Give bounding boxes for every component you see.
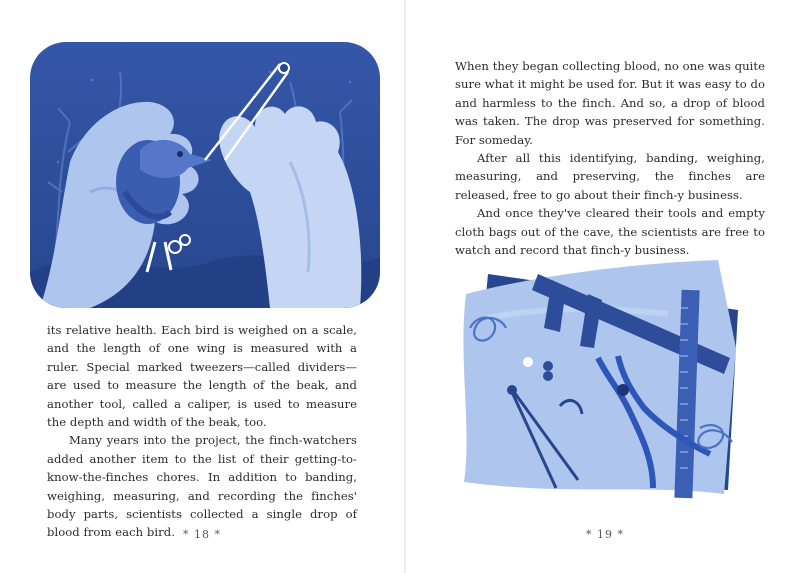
- right-paragraph-2: After all this identifying, banding, weighing, measuring, and preserving, the finches are released, free to go about their finch-y business.: [455, 151, 765, 202]
- left-page-text: [47, 321, 357, 542]
- right-page-text: [455, 57, 765, 259]
- right-paragraph-1: When they began collecting blood, no one was quite sure what it might be used for. But it was easy to do and harmless to the finch. And so, a drop of blood was taken. The drop was preserved for something. For someday.: [455, 59, 765, 147]
- page-number-left: * 18 *: [183, 528, 221, 541]
- tools-illustration: [448, 258, 744, 500]
- right-paragraph-3: And once they've cleared their tools and empty cloth bags out of the cave, the scientists are free to watch and record that finch-y business.: [455, 206, 765, 258]
- left-paragraph-2: Many years into the project, the finch-watchers added another item to the list of their getting-to-know-the-finches chores. In addition to banding, weighing, measuring, and recording the finches' body parts, scientists collected a single drop of blood from each bird.: [47, 433, 357, 540]
- page-gutter: [404, 0, 406, 573]
- finch-hands-illustration: [30, 42, 380, 308]
- page-number-right: * 19 *: [586, 528, 624, 541]
- left-paragraph-1: its relative health. Each bird is weighed on a scale, and the length of one wing is measured with a ruler. Special marked tweezers—called dividers—are used to measure the length of the beak, and another tool, called a caliper, is used to measure the depth and width of the beak, too.: [47, 323, 357, 430]
